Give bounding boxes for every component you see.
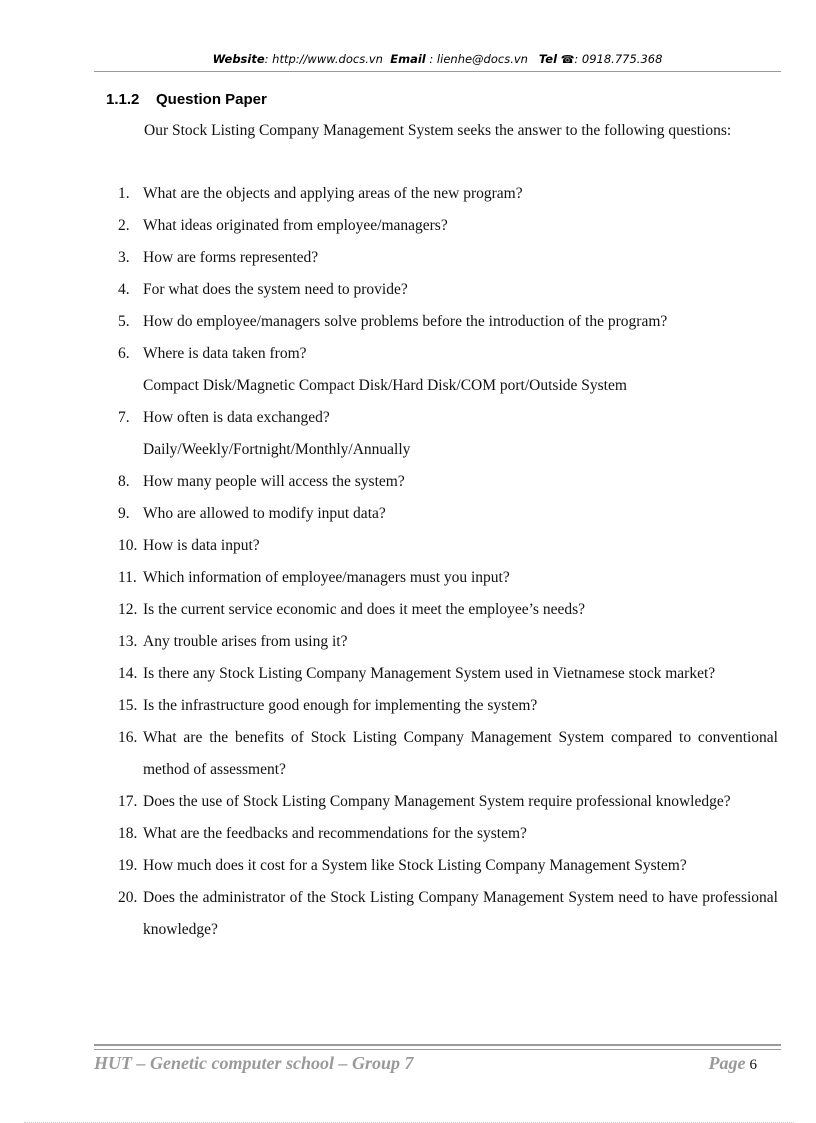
question-number-cell bbox=[94, 626, 143, 658]
question-list bbox=[94, 178, 778, 946]
question-number-cell bbox=[94, 786, 143, 818]
question-number: 6. bbox=[118, 345, 130, 362]
question-number: 9. bbox=[118, 505, 130, 522]
question-number: 10. bbox=[118, 537, 138, 554]
phone-icon: ☎ bbox=[560, 53, 575, 66]
question-text: How often is data exchanged? bbox=[143, 409, 330, 426]
question-number: 4. bbox=[118, 281, 130, 298]
question-number-cell bbox=[94, 850, 143, 882]
question-item bbox=[94, 690, 778, 722]
section-title: Question Paper bbox=[156, 91, 267, 108]
question-number-cell bbox=[94, 242, 143, 274]
question-number-cell bbox=[94, 530, 143, 562]
question-text-cell bbox=[143, 498, 778, 530]
question-text-cell bbox=[143, 786, 778, 818]
question-text-cell bbox=[143, 402, 778, 466]
question-item bbox=[94, 786, 778, 818]
question-item bbox=[94, 178, 778, 210]
question-number-cell bbox=[94, 722, 143, 786]
question-item bbox=[94, 562, 778, 594]
question-text-cell bbox=[143, 210, 778, 242]
question-text: What are the objects and applying areas of the new program? bbox=[143, 185, 523, 202]
email-value: : lienhe@docs.vn bbox=[425, 52, 528, 66]
question-number-cell bbox=[94, 402, 143, 466]
intro-paragraph: Our Stock Listing Company Management System seeks the answer to the following questions: bbox=[144, 122, 732, 139]
question-number-cell bbox=[94, 178, 143, 210]
question-item bbox=[94, 306, 778, 338]
question-text: Any trouble arises from using it? bbox=[143, 633, 348, 650]
question-text: Where is data taken from? bbox=[143, 345, 307, 362]
question-text: What are the feedbacks and recommendations for the system? bbox=[143, 825, 527, 842]
question-number-cell bbox=[94, 658, 143, 690]
question-number: 5. bbox=[118, 313, 130, 330]
question-text: How much does it cost for a System like Stock Listing Company Management System? bbox=[143, 857, 687, 874]
question-number: 13. bbox=[118, 633, 138, 650]
email-label: Email bbox=[390, 52, 426, 66]
question-number: 20. bbox=[118, 889, 138, 906]
question-number: 14. bbox=[118, 665, 138, 682]
page-number: 6 bbox=[749, 1057, 757, 1073]
question-item bbox=[94, 338, 778, 402]
question-text: Is there any Stock Listing Company Management System used in Vietnamese stock market? bbox=[143, 665, 716, 682]
question-text: How is data input? bbox=[143, 537, 260, 554]
question-number-cell bbox=[94, 338, 143, 402]
question-text-cell bbox=[143, 178, 778, 210]
question-number-cell bbox=[94, 690, 143, 722]
question-answer-options: Daily/Weekly/Fortnight/Monthly/Annually bbox=[143, 441, 411, 458]
question-item bbox=[94, 594, 778, 626]
question-text: Who are allowed to modify input data? bbox=[143, 505, 386, 522]
question-text: For what does the system need to provide? bbox=[143, 281, 408, 298]
question-number-cell bbox=[94, 466, 143, 498]
question-number: 3. bbox=[118, 249, 130, 266]
question-text-cell bbox=[143, 626, 778, 658]
question-answer-options: Compact Disk/Magnetic Compact Disk/Hard Disk/COM port/Outside System bbox=[143, 377, 627, 394]
question-number: 15. bbox=[118, 697, 138, 714]
question-text: How do employee/managers solve problems before the introduction of the program? bbox=[143, 313, 668, 330]
website-label: Website bbox=[212, 52, 265, 66]
question-number-cell bbox=[94, 882, 143, 946]
question-text-cell bbox=[143, 818, 778, 850]
question-text: Does the administrator of the Stock Listing Company Management System need to have professional knowledge? bbox=[143, 889, 778, 938]
question-item bbox=[94, 498, 778, 530]
question-text-cell bbox=[143, 722, 778, 786]
question-item bbox=[94, 722, 778, 786]
question-text-cell bbox=[143, 306, 778, 338]
question-text: How are forms represented? bbox=[143, 249, 319, 266]
page-label: Page bbox=[708, 1053, 746, 1073]
section-number: 1.1.2 bbox=[106, 91, 140, 108]
question-text-cell bbox=[143, 530, 778, 562]
question-number-cell bbox=[94, 818, 143, 850]
question-number-cell bbox=[94, 562, 143, 594]
question-item bbox=[94, 402, 778, 466]
question-text-cell bbox=[143, 594, 778, 626]
question-text-cell bbox=[143, 690, 778, 722]
question-text-cell bbox=[143, 274, 778, 306]
question-number: 11. bbox=[118, 569, 137, 586]
question-number-cell bbox=[94, 594, 143, 626]
question-number-cell bbox=[94, 210, 143, 242]
question-text-cell bbox=[143, 562, 778, 594]
question-item bbox=[94, 210, 778, 242]
question-number: 7. bbox=[118, 409, 130, 426]
question-number: 1. bbox=[118, 185, 130, 202]
question-text-cell bbox=[143, 658, 778, 690]
section-heading bbox=[106, 91, 267, 108]
question-text: Does the use of Stock Listing Company Management System require professional knowledge? bbox=[143, 793, 731, 810]
page-header bbox=[94, 49, 781, 72]
question-text-cell bbox=[143, 242, 778, 274]
question-text: What ideas originated from employee/managers? bbox=[143, 217, 448, 234]
question-text-cell bbox=[143, 882, 778, 946]
question-number: 18. bbox=[118, 825, 138, 842]
question-number-cell bbox=[94, 498, 143, 530]
question-number-cell bbox=[94, 274, 143, 306]
question-text-cell bbox=[143, 850, 778, 882]
question-item bbox=[94, 466, 778, 498]
question-number: 8. bbox=[118, 473, 130, 490]
question-text: Is the current service economic and does it meet the employee’s needs? bbox=[143, 601, 586, 618]
question-item bbox=[94, 882, 778, 946]
footer-page bbox=[709, 1053, 757, 1074]
tel-label: Tel bbox=[538, 52, 558, 66]
question-text: How many people will access the system? bbox=[143, 473, 405, 490]
question-item bbox=[94, 242, 778, 274]
question-item bbox=[94, 274, 778, 306]
question-number: 19. bbox=[118, 857, 138, 874]
question-text: Is the infrastructure good enough for implementing the system? bbox=[143, 697, 538, 714]
website-value: : http://www.docs.vn bbox=[264, 52, 383, 66]
question-item bbox=[94, 530, 778, 562]
question-text: What are the benefits of Stock Listing Company Management System compared to conventional method of assessment? bbox=[143, 729, 778, 778]
question-number: 12. bbox=[118, 601, 138, 618]
question-text: Which information of employee/managers must you input? bbox=[143, 569, 510, 586]
question-item bbox=[94, 626, 778, 658]
tel-value: : 0918.775.368 bbox=[574, 52, 663, 66]
question-number: 17. bbox=[118, 793, 138, 810]
question-item bbox=[94, 658, 778, 690]
footer-school: HUT – Genetic computer school – Group 7 bbox=[94, 1053, 414, 1073]
question-number-cell bbox=[94, 306, 143, 338]
question-text-cell bbox=[143, 466, 778, 498]
question-item bbox=[94, 818, 778, 850]
question-number: 16. bbox=[118, 729, 138, 746]
page-footer bbox=[94, 1044, 781, 1076]
question-text-cell bbox=[143, 338, 778, 402]
question-item bbox=[94, 850, 778, 882]
question-number: 2. bbox=[118, 217, 130, 234]
